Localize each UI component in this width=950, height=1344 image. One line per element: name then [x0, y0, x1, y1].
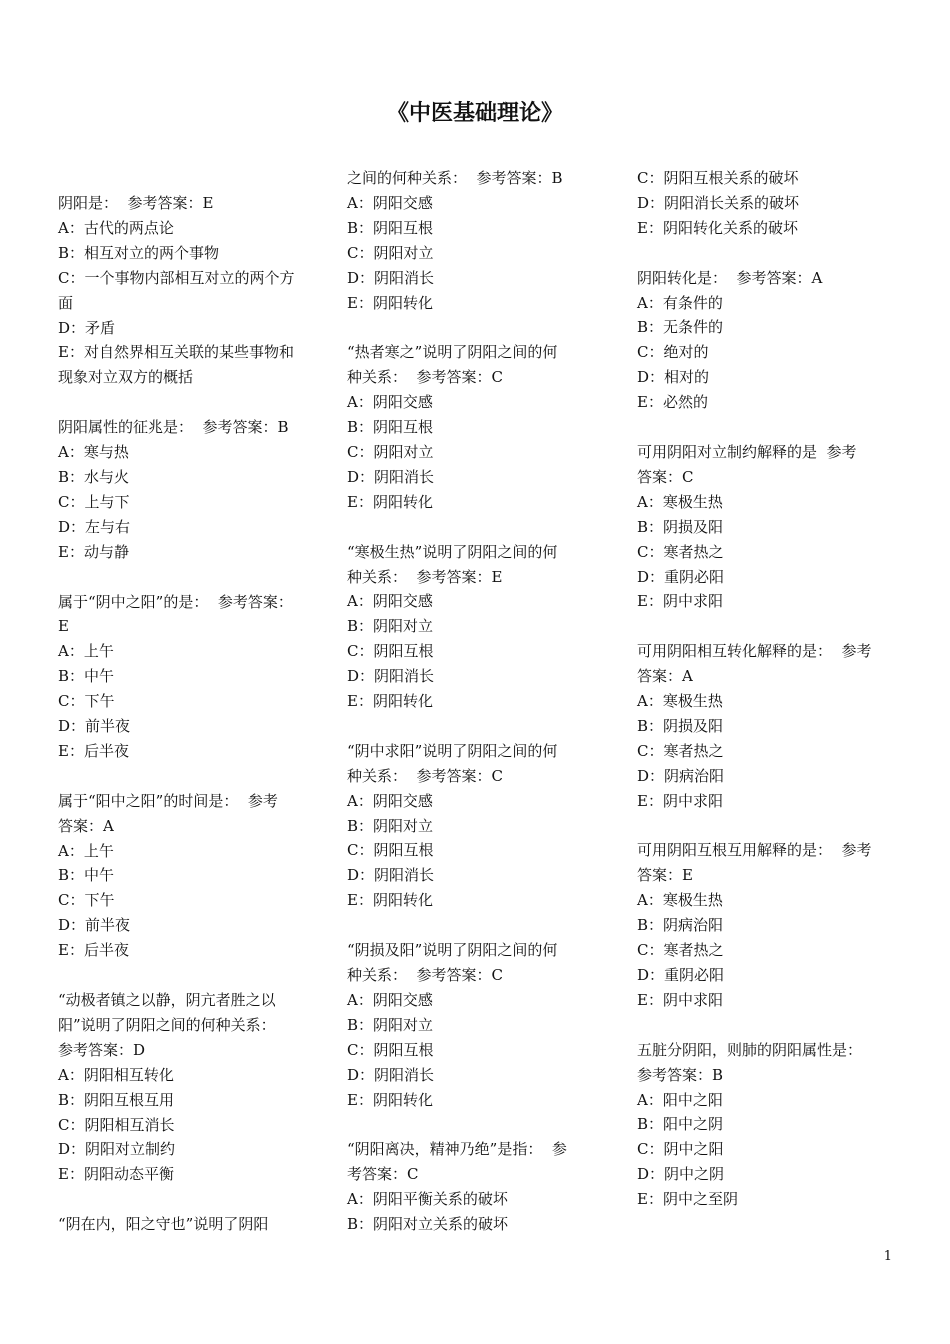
text-line: 答案：C	[637, 467, 694, 486]
text-line: E：阴中之至阴	[637, 1190, 738, 1209]
text-line: “阴损及阳”说明了阴阳之间的何	[347, 941, 558, 960]
text-line: E：必然的	[637, 393, 708, 412]
text-line: “阴阳离决，精神乃绝”是指： 参	[347, 1140, 567, 1159]
text-line: 参考答案：D	[58, 1040, 146, 1059]
text-line: E：阴阳转化	[347, 1090, 433, 1109]
text-line: D：阴阳消长	[347, 667, 435, 686]
blank-line	[347, 315, 615, 340]
text-line: A：阴阳相互转化	[58, 1065, 174, 1084]
text-line: E：阴阳动态平衡	[58, 1165, 174, 1184]
column-3	[637, 166, 905, 1212]
text-line: 可用阴阳对立制约解释的是 参考	[637, 442, 857, 461]
page-number: 1	[883, 1249, 892, 1264]
text-line: A：阴阳交感	[347, 990, 433, 1009]
text-line: B：阳中之阴	[637, 1115, 724, 1134]
text-line: D：重阴必阳	[637, 567, 725, 586]
text-line: B：中午	[58, 866, 115, 885]
text-line: D：前半夜	[58, 916, 131, 935]
text-line: E：阴阳转化关系的破坏	[637, 218, 798, 237]
text-line: E：阴中求阳	[637, 990, 723, 1009]
text-line: 可用阴阳相互转化解释的是： 参考	[637, 642, 872, 661]
text-line: E：阴阳转化	[347, 692, 433, 711]
text-line: A：寒与热	[58, 443, 129, 462]
text-line: B：无条件的	[637, 318, 724, 337]
text-line: 参考答案：B	[637, 1065, 724, 1084]
text-line: 种关系： 参考答案：E	[347, 567, 503, 586]
text-line: 阳”说明了阴阳之间的何种关系：	[58, 1015, 276, 1034]
text-line: 属于“阴中之阳”的是： 参考答案：	[58, 592, 293, 611]
text-line: B：阴阳互根	[347, 418, 434, 437]
text-line: “寒极生热”说明了阴阳之间的何	[347, 542, 558, 561]
text-line: C：下午	[58, 891, 115, 910]
text-line: C：阴阳对立	[347, 442, 434, 461]
text-line: D：阴阳消长关系的破坏	[637, 193, 800, 212]
text-line: A：阳中之阳	[637, 1090, 723, 1109]
text-line: E：阴阳转化	[347, 492, 433, 511]
text-line: “热者寒之”说明了阴阳之间的何	[347, 343, 558, 362]
text-line: B：中午	[58, 667, 115, 686]
text-line: 答案：A	[637, 667, 693, 686]
column-1	[58, 191, 326, 1237]
text-line: 考答案：C	[347, 1165, 419, 1184]
text-line: “阴在内，阳之守也”说明了阴阳	[58, 1215, 269, 1234]
text-line: “动极者镇之以静，阴亢者胜之以	[58, 991, 276, 1009]
text-line: C：阴阳互根	[347, 642, 434, 661]
text-line: E：后半夜	[58, 741, 129, 760]
text-line: A：上午	[58, 841, 114, 860]
text-line: E：阴中求阳	[637, 592, 723, 611]
text-line: A：阴阳交感	[347, 393, 433, 412]
text-line: B：阴损及阳	[637, 716, 724, 735]
blank-line	[58, 764, 326, 789]
text-line: B：阴阳对立关系的破坏	[347, 1215, 509, 1234]
text-line: 阴阳属性的征兆是： 参考答案：B	[58, 418, 289, 437]
text-line: 种关系： 参考答案：C	[347, 966, 504, 984]
text-line: A：寒极生热	[637, 692, 723, 711]
text-line: E：阴阳转化	[347, 891, 433, 910]
text-line: A：阴阳交感	[347, 193, 433, 212]
blank-line	[637, 241, 905, 266]
text-line: 种关系： 参考答案：C	[347, 766, 504, 785]
text-line: C：阴阳互根	[347, 841, 434, 860]
text-line: 五脏分阴阳，则肺的阴阳属性是：	[637, 1040, 863, 1059]
text-line: C：绝对的	[637, 343, 709, 362]
text-line: B：阴阳对立	[347, 1015, 434, 1034]
text-line: A：阴阳交感	[347, 592, 433, 611]
blank-line	[347, 913, 615, 938]
text-line: E：阴阳转化	[347, 293, 433, 312]
text-line: B：阴损及阳	[637, 517, 724, 536]
text-line: A：有条件的	[637, 293, 723, 312]
text-line: D：矛盾	[58, 318, 116, 337]
text-line: B：水与火	[58, 467, 130, 486]
blank-line	[347, 714, 615, 739]
blank-line	[347, 515, 615, 540]
text-line: E：对自然界相互关联的某些事物和	[58, 343, 294, 362]
blank-line	[637, 1013, 905, 1038]
text-line: C：阴中之阳	[637, 1140, 724, 1159]
text-line: “阴中求阳”说明了阴阳之间的何	[347, 741, 558, 760]
text-line: B：阴阳对立	[347, 617, 434, 636]
text-line: C：阴阳相互消长	[58, 1115, 175, 1134]
blank-line	[637, 614, 905, 639]
text-line: 阴阳转化是： 参考答案：A	[637, 268, 823, 287]
blank-line	[58, 390, 326, 415]
text-line: D：阴中之阴	[637, 1165, 725, 1184]
text-line: D：重阴必阳	[637, 966, 725, 984]
text-line: C：阴阳互根关系的破坏	[637, 169, 799, 187]
text-line: 种关系： 参考答案：C	[347, 368, 504, 387]
text-line: E：动与静	[58, 542, 129, 561]
text-line: 可用阴阳互根互用解释的是： 参考	[637, 841, 872, 860]
text-line: B：阴阳对立	[347, 816, 434, 835]
blank-line	[637, 415, 905, 440]
text-line: 阴阳是： 参考答案：E	[58, 194, 214, 212]
text-line: 面	[58, 293, 74, 312]
text-line: A：阴阳平衡关系的破坏	[347, 1190, 508, 1209]
text-line: C：寒者热之	[637, 941, 724, 960]
text-line: 属于“阳中之阳”的时间是： 参考	[58, 791, 278, 810]
text-line: D：阴阳消长	[347, 1065, 435, 1084]
text-line: E：后半夜	[58, 941, 129, 960]
text-line: 之间的何种关系： 参考答案：B	[347, 169, 563, 187]
text-line: B：阴病治阳	[637, 916, 724, 935]
text-line: D：前半夜	[58, 717, 131, 736]
text-line: D：相对的	[637, 368, 710, 387]
text-line: D：阴阳对立制约	[58, 1140, 176, 1159]
text-line: A：古代的两点论	[58, 218, 174, 237]
text-line: B：相互对立的两个事物	[58, 243, 220, 262]
text-line: A：上午	[58, 642, 114, 661]
text-line: C：上与下	[58, 492, 130, 511]
text-line: D：阴阳消长	[347, 467, 435, 486]
text-line: B：阴阳互根	[347, 218, 434, 237]
text-line: D：阴病治阳	[637, 766, 725, 785]
page-title: 《中医基础理论》	[386, 101, 563, 126]
text-line: C：阴阳对立	[347, 243, 434, 262]
text-line: E：阴中求阳	[637, 791, 723, 810]
text-line: D：左与右	[58, 517, 131, 536]
text-line: 答案：E	[637, 866, 693, 885]
column-2	[347, 166, 615, 1237]
text-line: A：阴阳交感	[347, 791, 433, 810]
text-line: E	[58, 617, 69, 636]
text-line: C：寒者热之	[637, 542, 724, 561]
blank-line	[58, 565, 326, 590]
text-line: C：阴阳互根	[347, 1040, 434, 1059]
blank-line	[58, 1187, 326, 1212]
blank-line	[347, 1112, 615, 1137]
blank-line	[637, 814, 905, 839]
text-line: C：寒者热之	[637, 741, 724, 760]
text-line: C：一个事物内部相互对立的两个方	[58, 268, 295, 287]
text-line: B：阴阳互根互用	[58, 1090, 175, 1109]
text-line: A：寒极生热	[637, 891, 723, 910]
text-line: 答案：A	[58, 816, 114, 835]
text-line: A：寒极生热	[637, 492, 723, 511]
text-line: C：下午	[58, 692, 115, 711]
text-line: D：阴阳消长	[347, 268, 435, 287]
text-line: 现象对立双方的概括	[58, 368, 194, 387]
blank-line	[58, 963, 326, 988]
text-line: D：阴阳消长	[347, 866, 435, 885]
